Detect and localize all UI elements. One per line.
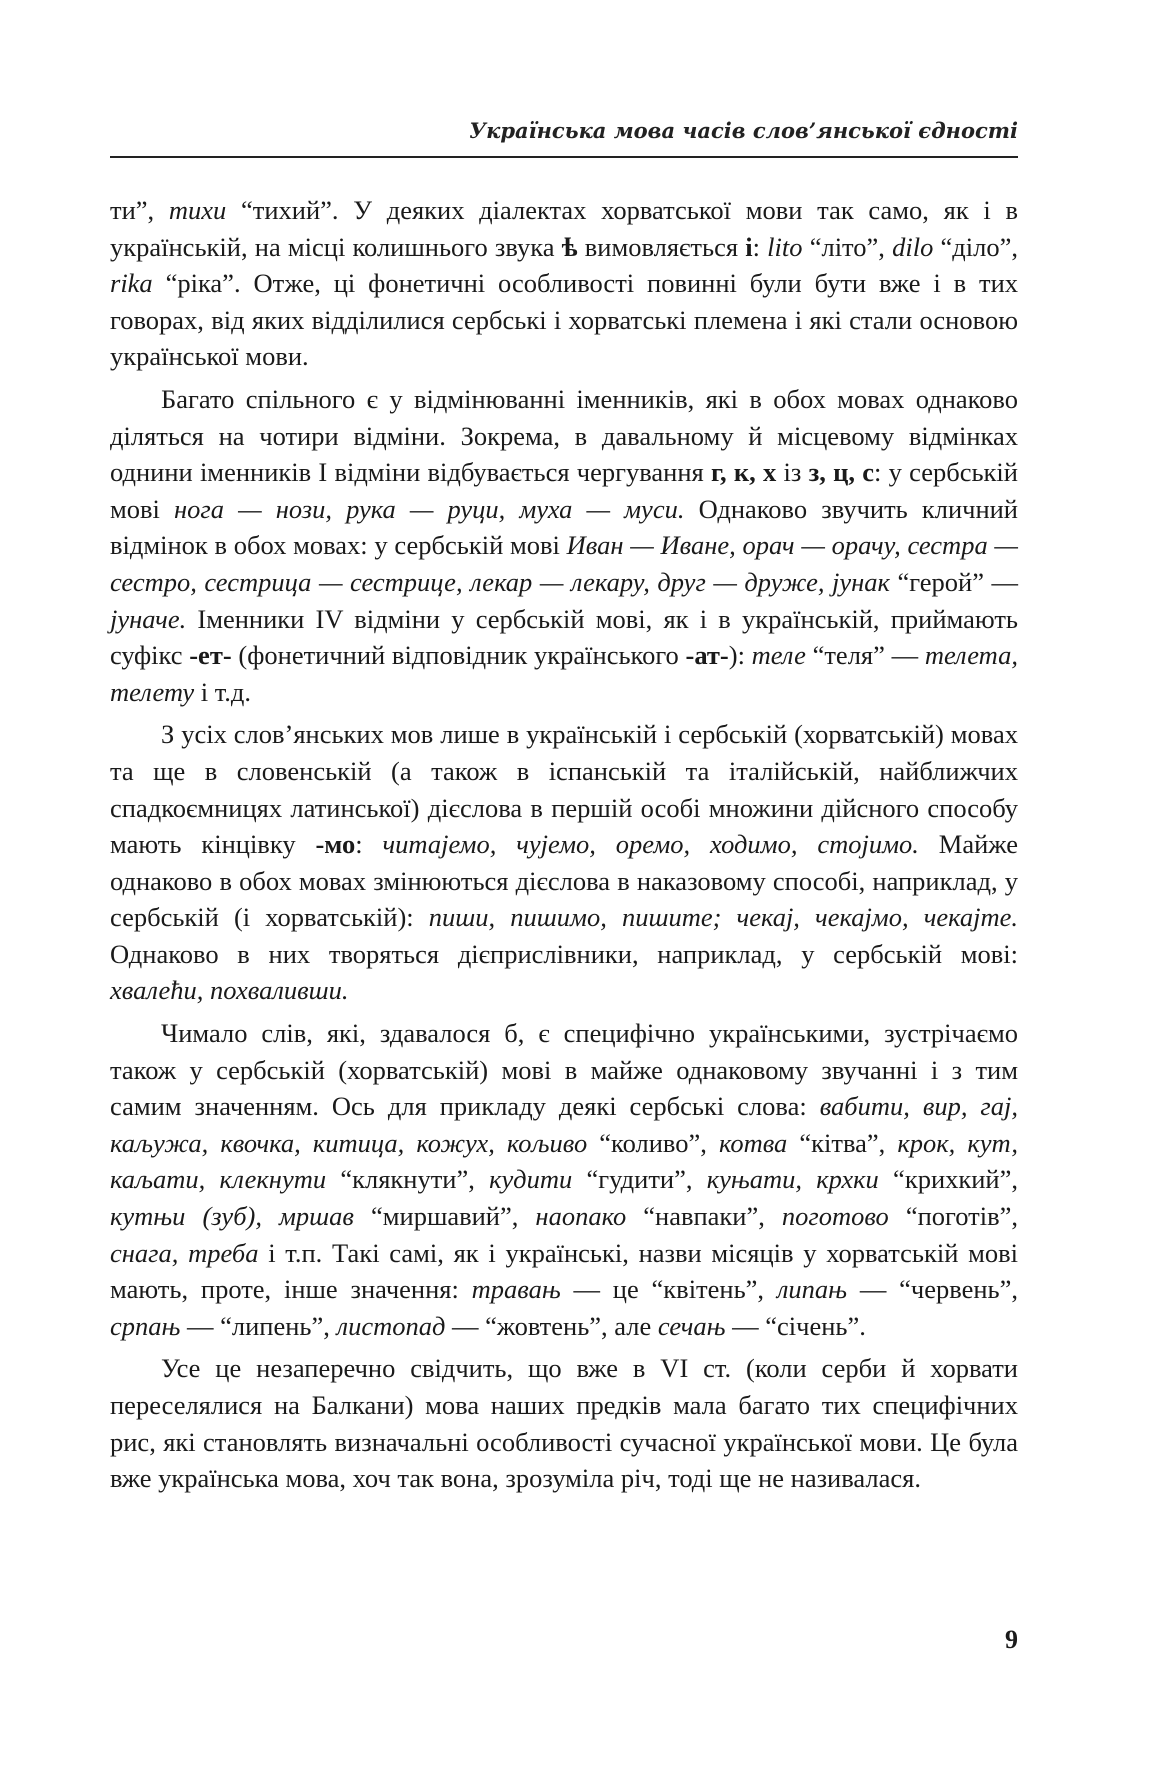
text-run: З усіх слов’янських мов лише в українській і сербській (хорватській) мовах та ще в словенській (а також в іспанській та італійській, найближчих спадкоємницях латинської) дієслова в першій особі множини дійсного способу мають кінцівку bbox=[110, 719, 1018, 860]
italic-run: поготово bbox=[781, 1201, 889, 1232]
text-run: Однаково в них творяться дієприслівники, наприклад, у сербській мові: bbox=[110, 938, 1018, 969]
italic-run: хвалећи, похваливши. bbox=[110, 975, 349, 1006]
italic-run: вабити, вир, гај, каљужа, квочка, китица, кожух, кољиво bbox=[110, 1091, 1018, 1158]
italic-run: пиши, пишимо, пишите; чекај, чекајмо, чекајте. bbox=[428, 902, 1019, 933]
text-run: Чимало слів, які, здавалося б, є специфічно українськими, зустрічаємо також у сербській (хорватській) мові в майже однаковому звучанні і з тим самим значенням. Ось для прикладу деякі сербські слова: bbox=[110, 1018, 1018, 1122]
italic-run: кутњи (зуб), мршав bbox=[110, 1201, 354, 1232]
text-run: “літо”, bbox=[802, 231, 893, 262]
text-run: — “липень”, bbox=[180, 1310, 337, 1341]
bold-run: -мо bbox=[315, 829, 356, 860]
italic-run: читајемо, чујемо, оремо, ходимо, стојимо. bbox=[382, 829, 919, 860]
bold-run: з, ц, с bbox=[808, 457, 875, 488]
italic-run: крок, кут, каљати, клекнути bbox=[110, 1127, 1018, 1195]
paragraph bbox=[110, 716, 1018, 1009]
italic-run: dilo bbox=[892, 231, 934, 262]
paragraph bbox=[110, 192, 1018, 375]
text-run: — “жовтень”, але bbox=[445, 1310, 658, 1341]
text-run: : bbox=[355, 829, 383, 860]
paragraph bbox=[110, 1350, 1018, 1496]
paragraph bbox=[110, 381, 1018, 710]
italic-run: Иван — Иване, орач — орачу, сестра — сестро, сестрица — сестрице, лекар — лекару, друг — друже, јунак bbox=[110, 530, 1018, 597]
bold-run: і bbox=[745, 231, 753, 262]
italic-run: котва bbox=[718, 1127, 788, 1158]
text-run: “клякнути”, bbox=[326, 1164, 490, 1195]
text-run: і т.п. Такі самі, як і українські, назви місяців у хорватській мові мають, проте, інше значення: bbox=[110, 1237, 1019, 1305]
text-run: “герой” — bbox=[889, 566, 1018, 597]
text-run: вимовляється bbox=[577, 231, 746, 262]
italic-run: кудити bbox=[489, 1164, 573, 1195]
italic-run: lito bbox=[767, 231, 803, 262]
text-run: Усе це незаперечно свідчить, що вже в VI ст. (коли серби й хорвати переселялися на Балкани) мова наших предків мала багато тих специфічних рис, які становлять визначальні особливості сучасної української мови. Це була вже українська мова, хоч так вона, зрозуміла річ, тоді ще не називалася. bbox=[110, 1353, 1018, 1494]
text-run: “кітва”, bbox=[787, 1127, 898, 1158]
paragraph bbox=[110, 1015, 1018, 1344]
italic-run: наопако bbox=[535, 1201, 627, 1232]
bold-run: г, к, х bbox=[710, 457, 777, 488]
text-run: “гудити”, bbox=[572, 1164, 707, 1195]
text-run: “поготів”, bbox=[888, 1201, 1018, 1232]
text-run: і т.д. bbox=[194, 676, 252, 707]
text-run: ти”, bbox=[110, 195, 169, 225]
italic-run: нога — нози, рука — руци, муха — муси. bbox=[174, 493, 685, 524]
page-number: 9 bbox=[1005, 1625, 1018, 1654]
text-run: “теля” — bbox=[805, 640, 925, 671]
body-text bbox=[110, 192, 1018, 1497]
text-run: ): bbox=[728, 640, 752, 671]
italic-run: сечањ bbox=[657, 1310, 726, 1341]
italic-run: српањ bbox=[110, 1310, 181, 1341]
text-run: “навпаки”, bbox=[626, 1201, 782, 1232]
text-run: Багато спільного є у відмінюванні іменників, які в обох мовах однаково діляться на чотири відміни. Зокрема, в давальному й місцевому відмінках однини іменників І відміни відбувається чергування bbox=[110, 383, 1018, 488]
italic-run: јуначе. bbox=[110, 603, 187, 634]
bold-run: -ат- bbox=[685, 640, 729, 671]
bold-run: ѣ bbox=[561, 231, 578, 262]
text-run: — “червень”, bbox=[847, 1274, 1018, 1305]
italic-run: куњати, крхки bbox=[706, 1164, 879, 1195]
italic-run: телета, телету bbox=[110, 640, 1019, 707]
text-run: — “січень”. bbox=[725, 1310, 866, 1341]
text-run: “тихий”. У деяких діалектах хорватської мови так само, як і в українській, на місці колишнього звука bbox=[110, 195, 1018, 262]
text-run: (фонетичний відповідник українського bbox=[231, 640, 686, 671]
italic-run: листопад bbox=[336, 1310, 446, 1341]
running-header: Українська мова часів слов’янської єдності bbox=[469, 118, 1018, 143]
text-run: “діло”, bbox=[933, 231, 1018, 262]
text-run: “миршавий”, bbox=[353, 1201, 536, 1232]
italic-run: теле bbox=[751, 640, 806, 671]
italic-run: травањ bbox=[471, 1274, 561, 1305]
text-run: Майже однаково в обох мовах змінюються дієслова в наказовому способі, наприклад, у сербській (і хорватській): bbox=[110, 829, 1018, 933]
text-run: Однаково звучить кличний відмінок в обох мовах: у сербській мові bbox=[110, 493, 1018, 561]
text-run: “коливо”, bbox=[587, 1127, 719, 1158]
text-run: : у сербській мові bbox=[110, 457, 1018, 524]
bold-run: -ет- bbox=[189, 640, 232, 671]
text-run: “крихкий”, bbox=[878, 1164, 1019, 1195]
italic-run: тихи bbox=[168, 195, 227, 225]
header-rule bbox=[110, 156, 1018, 158]
text-run: — це “квітень”, bbox=[560, 1274, 777, 1305]
italic-run: rika bbox=[110, 268, 153, 299]
text-run: : bbox=[752, 231, 768, 262]
italic-run: снага, треба bbox=[110, 1237, 259, 1268]
text-run: Іменники IV відміни у сербській мові, як і в українській, приймають суфікс bbox=[110, 603, 1018, 671]
text-run: “ріка”. Отже, ці фонетичні особливості повинні були бути вже і в тих говорах, від яких відділилися сербські і хорватські племена і які стали основою української мови. bbox=[110, 268, 1018, 372]
text-run: із bbox=[776, 457, 809, 488]
italic-run: липањ bbox=[776, 1274, 848, 1305]
